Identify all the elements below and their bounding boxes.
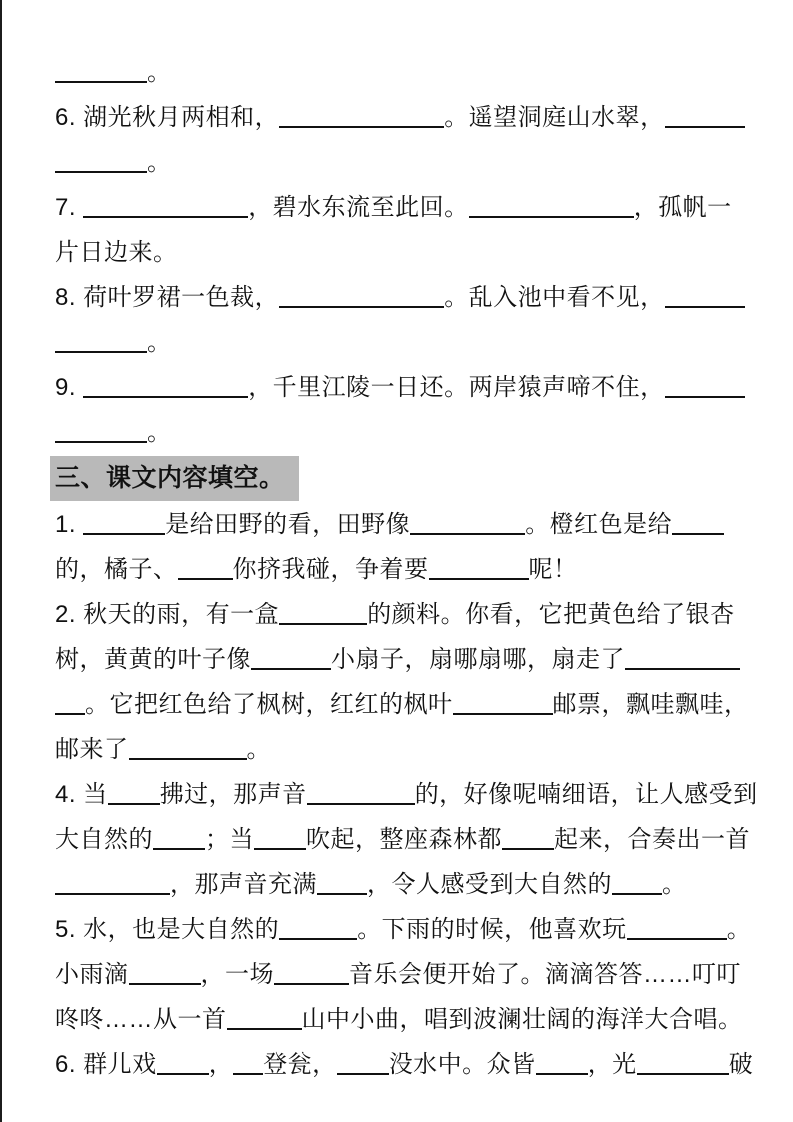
worksheet-line xyxy=(55,185,750,230)
fill-in-blank xyxy=(251,668,331,670)
worksheet-line xyxy=(55,817,750,862)
fill-in-blank xyxy=(536,1073,588,1075)
text-segment: 小雨滴 xyxy=(55,961,129,988)
text-segment: 。 xyxy=(147,329,172,356)
worksheet-line xyxy=(55,230,750,275)
text-segment: ，光 xyxy=(587,1051,637,1078)
worksheet-line xyxy=(55,95,750,140)
text-segment: 8. 荷叶罗裙一色裁， xyxy=(55,284,280,311)
text-segment: 咚咚……从一首 xyxy=(55,1006,227,1033)
fill-in-blank xyxy=(129,983,201,985)
text-segment: 的颜料。你看，它把黄色给了银杏 xyxy=(367,601,735,628)
text-segment: 1. xyxy=(55,511,84,538)
text-segment: 起来，合奏出一首 xyxy=(554,826,750,853)
text-segment: 4. 当 xyxy=(55,781,108,808)
text-segment: 小扇子，扇哪扇哪，扇走了 xyxy=(331,646,625,673)
text-segment: ，千里江陵一日还。两岸猿声啼不住， xyxy=(248,374,665,401)
fill-in-blank xyxy=(153,848,205,850)
text-segment: ，一场 xyxy=(200,961,274,988)
worksheet-line xyxy=(55,727,750,772)
worksheet-line xyxy=(55,682,750,727)
fill-in-blank xyxy=(429,578,529,580)
text-segment: 。下雨的时候，他喜欢玩 xyxy=(357,916,627,943)
fill-in-blank xyxy=(227,1028,302,1030)
fill-in-blank xyxy=(665,306,745,308)
section-header-text: 三、课文内容填空。 xyxy=(50,456,299,501)
text-segment: 吹起，整座森林都 xyxy=(306,826,502,853)
text-segment: 。它把红色给了枫树，红红的枫叶 xyxy=(85,691,453,718)
text-segment: ，碧水东流至此回。 xyxy=(248,194,469,221)
worksheet-line xyxy=(55,907,750,952)
fill-in-blank xyxy=(55,713,85,715)
fill-in-blank xyxy=(108,803,160,805)
text-segment: 6. 群儿戏 xyxy=(55,1051,157,1078)
text-segment: 邮来了 xyxy=(55,736,129,763)
worksheet-page xyxy=(55,50,758,1087)
fill-in-blank xyxy=(502,848,554,850)
text-segment: 邮票，飘哇飘哇， xyxy=(552,691,749,718)
text-segment: ，那声音充满 xyxy=(170,871,317,898)
worksheet-line xyxy=(55,952,750,997)
fill-in-blank xyxy=(279,623,367,625)
text-segment: 7. xyxy=(55,194,84,221)
text-segment: 破 xyxy=(728,1051,754,1078)
fill-in-blank xyxy=(612,893,662,895)
fill-in-blank xyxy=(274,983,349,985)
fill-in-blank xyxy=(637,1073,729,1075)
fill-in-blank xyxy=(469,216,634,218)
text-segment: 登瓮， xyxy=(263,1051,337,1078)
text-segment: 音乐会便开始了。滴滴答答……叮叮 xyxy=(349,961,741,988)
fill-in-blank xyxy=(83,533,165,535)
fill-in-blank xyxy=(665,396,745,398)
fill-in-blank xyxy=(453,713,553,715)
text-segment: 的，好像呢喃细语，让人感受到 xyxy=(414,781,758,808)
text-segment: 5. 水，也是大自然的 xyxy=(55,916,280,943)
fill-in-blank xyxy=(157,1073,209,1075)
worksheet-lines xyxy=(55,50,758,1087)
worksheet-line xyxy=(55,772,758,817)
page-edge-scan-line xyxy=(0,0,2,1122)
worksheet-line xyxy=(55,275,750,320)
text-segment: ， xyxy=(208,1051,234,1078)
text-segment: 拂过，那声音 xyxy=(159,781,307,808)
text-segment: 2. 秋天的雨，有一盒 xyxy=(55,601,280,628)
text-segment: 。 xyxy=(147,419,172,446)
fill-in-blank xyxy=(178,578,233,580)
worksheet-line xyxy=(55,502,750,547)
fill-in-blank xyxy=(279,938,357,940)
fill-in-blank xyxy=(665,126,745,128)
fill-in-blank xyxy=(83,396,248,398)
fill-in-blank xyxy=(55,351,147,353)
fill-in-blank xyxy=(410,533,525,535)
worksheet-line xyxy=(55,365,750,410)
text-segment: 山中小曲，唱到波澜壮阔的海洋大合唱。 xyxy=(301,1006,743,1033)
text-segment: 。橙红色是给 xyxy=(525,511,673,538)
text-segment: 6. 湖光秋月两相和， xyxy=(55,104,280,131)
worksheet-line xyxy=(55,592,750,637)
fill-in-blank xyxy=(254,848,306,850)
worksheet-line xyxy=(55,862,750,907)
worksheet-line xyxy=(55,320,750,365)
text-segment: 是给田野的看，田野像 xyxy=(165,511,411,538)
fill-in-blank xyxy=(233,1073,263,1075)
text-segment: 。乱入池中看不见， xyxy=(444,284,665,311)
text-segment: 。 xyxy=(662,871,687,898)
text-segment: 树，黄黄的叶子像 xyxy=(55,646,251,673)
text-segment: 呢！ xyxy=(528,556,578,583)
fill-in-blank xyxy=(83,216,248,218)
text-segment: 大自然的 xyxy=(55,826,153,853)
fill-in-blank xyxy=(129,758,247,760)
fill-in-blank xyxy=(279,306,444,308)
worksheet-line xyxy=(55,50,750,95)
fill-in-blank xyxy=(672,533,724,535)
text-segment: 没水中。众皆 xyxy=(388,1051,536,1078)
fill-in-blank xyxy=(317,893,367,895)
worksheet-line xyxy=(55,547,750,592)
fill-in-blank xyxy=(55,441,147,443)
text-segment: 。 xyxy=(147,59,172,86)
fill-in-blank xyxy=(55,171,147,173)
text-segment: 你挤我碰，争着要 xyxy=(232,556,429,583)
fill-in-blank xyxy=(55,893,170,895)
fill-in-blank xyxy=(627,938,727,940)
worksheet-line xyxy=(55,637,750,682)
worksheet-line xyxy=(55,410,750,455)
text-segment: 。 xyxy=(246,736,271,763)
text-segment: ，令人感受到大自然的 xyxy=(367,871,612,898)
text-segment: 片日边来。 xyxy=(55,239,178,266)
text-segment: 。 xyxy=(147,149,172,176)
worksheet-line xyxy=(55,1042,754,1087)
text-segment: 的，橘子、 xyxy=(55,556,178,583)
fill-in-blank xyxy=(625,668,740,670)
fill-in-blank xyxy=(279,126,444,128)
section-header xyxy=(55,455,750,502)
text-segment: ，孤帆一 xyxy=(633,194,732,221)
text-segment: ；当 xyxy=(205,826,254,853)
text-segment: 9. xyxy=(55,374,84,401)
worksheet-line xyxy=(55,997,750,1042)
fill-in-blank xyxy=(337,1073,389,1075)
fill-in-blank xyxy=(307,803,415,805)
worksheet-line xyxy=(55,140,750,185)
fill-in-blank xyxy=(55,81,147,83)
text-segment: 。遥望洞庭山水翠， xyxy=(444,104,665,131)
text-segment: 。 xyxy=(726,916,752,943)
